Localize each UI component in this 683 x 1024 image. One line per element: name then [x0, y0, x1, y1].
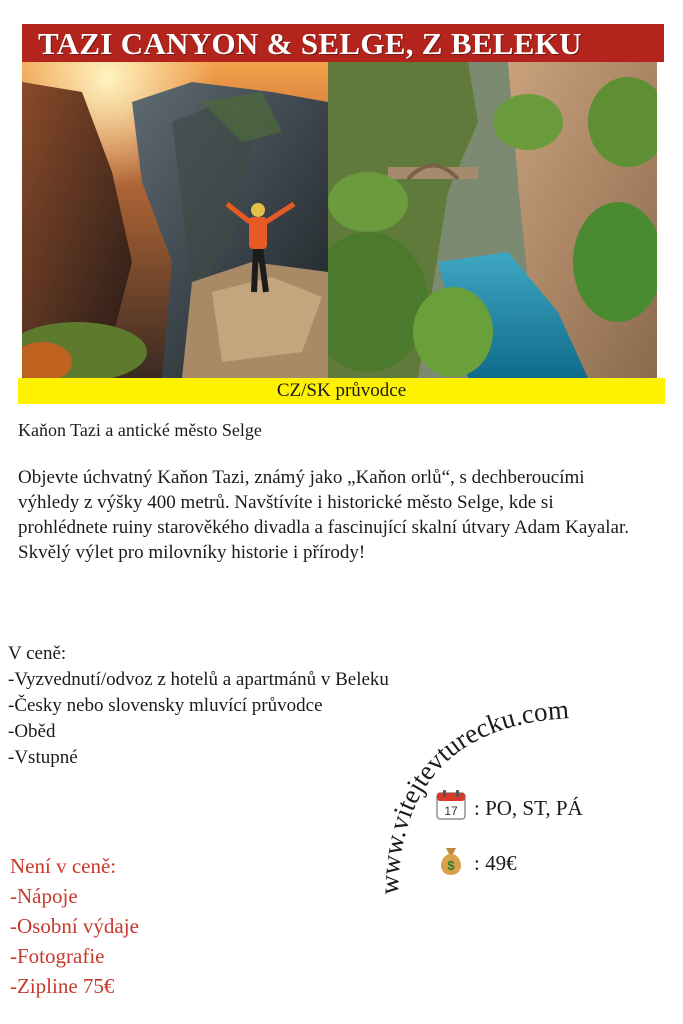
days-text: : PO, ST, PÁ: [474, 795, 583, 820]
svg-text:17: 17: [444, 804, 458, 818]
included-item: -Česky nebo slovensky mluvící průvodce: [8, 695, 323, 716]
photo-hiker-canyon: [22, 62, 328, 378]
excluded-item: -Osobní výdaje: [10, 914, 139, 938]
calendar-icon: [436, 790, 466, 826]
tour-days: [436, 790, 583, 826]
website-url[interactable]: www.vitejtevturecku.com: [373, 694, 570, 896]
excluded-item: -Fotografie: [10, 944, 105, 968]
price-text: : 49€: [474, 850, 517, 875]
guide-text: CZ/SK průvodce: [276, 380, 407, 401]
money-bag-icon: [436, 844, 466, 882]
tour-description: Objevte úchvatný Kaňon Tazi, známý jako „Kaňon orlů“, s dechberoucími výhledy z výšky 400 metrů. Navštívíte i historické město Selge, kde si prohlédnete ruiny starověkého divadla a fascinující skalní útvary Adam Kayalar. Skvělý výlet pro milovníky historie i přírody!: [18, 467, 629, 563]
included-item: -Vstupné: [8, 747, 78, 768]
excluded-item: -Zipline 75€: [10, 974, 115, 998]
included-item: -Oběd: [8, 721, 56, 742]
svg-text:$: $: [447, 858, 455, 873]
page-title: TAZI CANYON & SELGE, Z BELEKU: [38, 25, 582, 61]
excluded-list: [10, 851, 139, 1001]
excluded-item: -Nápoje: [10, 884, 78, 908]
title-banner: [22, 24, 664, 62]
photo-canyon-river: [328, 62, 657, 378]
included-heading: V ceně:: [8, 643, 67, 664]
included-list: [8, 641, 428, 771]
tour-subtitle: Kaňon Tazi a antické město Selge: [18, 420, 262, 440]
included-item: -Vyzvednutí/odvoz z hotelů a apartmánů v Beleku: [8, 669, 389, 690]
tour-price: [436, 844, 517, 882]
excluded-heading: Není v ceně:: [10, 854, 117, 878]
guide-banner: [18, 378, 665, 404]
